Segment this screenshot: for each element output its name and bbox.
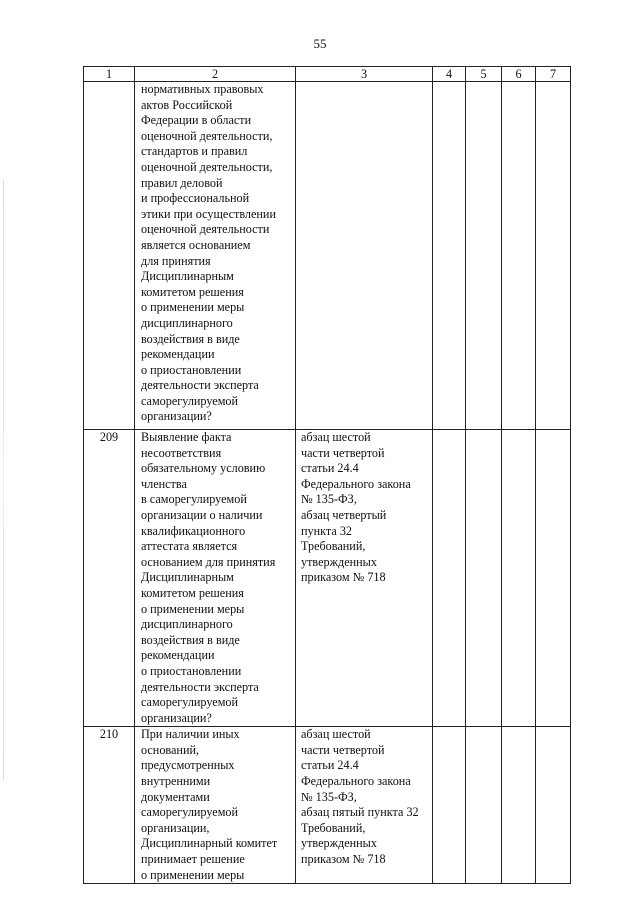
cell-text-line: деятельности эксперта — [141, 679, 259, 694]
header-col-2: 2 — [135, 67, 296, 82]
answer-cell-4 — [433, 727, 466, 884]
legal-reference-cell — [296, 430, 433, 727]
answer-cell-7 — [536, 82, 571, 430]
answer-cell-6 — [502, 430, 536, 727]
question-cell — [135, 727, 296, 884]
header-col-6: 6 — [502, 67, 536, 82]
row-number — [84, 82, 135, 430]
cell-text-line: внутренними — [141, 774, 211, 789]
header-col-5: 5 — [466, 67, 502, 82]
cell-text-line: этики при осуществлении — [141, 206, 276, 221]
answer-cell-7 — [536, 727, 571, 884]
answer-cell-4 — [433, 82, 466, 430]
row-number: 209 — [84, 430, 135, 727]
cell-text-line: № 135-ФЗ, — [301, 492, 357, 507]
cell-text-line: Дисциплинарным — [141, 269, 234, 284]
cell-text-line: о применении меры — [141, 601, 245, 616]
cell-text-line: основанием для принятия — [141, 554, 276, 569]
answer-cell-5 — [466, 82, 502, 430]
page-number: 55 — [313, 36, 327, 51]
table-row-210 — [84, 727, 571, 884]
cell-text-line: воздействия в виде — [141, 331, 240, 346]
cell-text-line: абзац четвертый — [301, 507, 387, 522]
cell-text-line: комитетом решения — [141, 585, 244, 600]
cell-text-line: саморегулируемой — [141, 695, 239, 710]
cell-text-line: организации? — [141, 409, 212, 424]
cell-text-line: абзац пятый пункта 32 — [301, 805, 419, 820]
cell-text-line: аттестата является — [141, 539, 238, 554]
cell-text-line: несоответствия — [141, 445, 222, 460]
cell-text-line: Федерального закона — [301, 774, 411, 789]
cell-text-line: абзац шестой — [301, 727, 371, 742]
cell-text-line: нормативных правовых — [141, 82, 264, 96]
question-cell — [135, 430, 296, 727]
answer-cell-6 — [502, 727, 536, 884]
cell-text-line: № 135-ФЗ, — [301, 789, 357, 804]
header-col-7: 7 — [536, 67, 571, 82]
cell-text-line: правил деловой — [141, 175, 223, 190]
answer-cell-5 — [466, 727, 502, 884]
cell-text-line: обязательному условию — [141, 461, 266, 476]
cell-text-line: Требований, — [301, 539, 366, 554]
cell-text-line: документами — [141, 789, 210, 804]
cell-text-line: для принятия — [141, 253, 211, 268]
cell-text-line: статьи 24.4 — [301, 758, 359, 773]
cell-text-line: о применении меры — [141, 867, 245, 882]
cell-text-line: оценочной деятельности — [141, 222, 270, 237]
cell-text-line: дисциплинарного — [141, 315, 233, 330]
cell-text-line: рекомендации — [141, 648, 215, 663]
cell-text-line: предусмотренных — [141, 758, 235, 773]
cell-text-line: саморегулируемой — [141, 393, 239, 408]
cell-text-line: приказом № 718 — [301, 570, 386, 585]
cell-text-line: деятельности эксперта — [141, 378, 259, 393]
requirements-table — [83, 66, 571, 884]
cell-text-line: квалификационного — [141, 523, 246, 538]
cell-text-line: актов Российской — [141, 97, 233, 112]
answer-cell-4 — [433, 430, 466, 727]
cell-text-line: Федерации в области — [141, 113, 252, 128]
cell-text-line: воздействия в виде — [141, 632, 240, 647]
cell-text-line: в саморегулируемой — [141, 492, 247, 507]
cell-text-line: организации о наличии — [141, 507, 263, 522]
cell-text-line: о приостановлении — [141, 663, 242, 678]
cell-text-line: членства — [141, 476, 187, 491]
cell-text-line: является основанием — [141, 237, 251, 252]
table-row-209 — [84, 430, 571, 727]
cell-text-line: о приостановлении — [141, 362, 242, 377]
cell-text-line: комитетом решения — [141, 284, 244, 299]
header-col-1: 1 — [84, 67, 135, 82]
row-number: 210 — [84, 727, 135, 884]
header-col-4: 4 — [433, 67, 466, 82]
cell-text-line: утвержденных — [301, 836, 377, 851]
cell-text-line: организации, — [141, 820, 210, 835]
scan-edge-mark — [3, 180, 4, 780]
header-col-3: 3 — [296, 67, 433, 82]
cell-text-line: пункта 32 — [301, 523, 353, 538]
answer-cell-6 — [502, 82, 536, 430]
cell-text-line: саморегулируемой — [141, 805, 239, 820]
table-row-continued — [84, 82, 571, 430]
question-cell — [135, 82, 296, 430]
cell-text-line: о применении меры — [141, 300, 245, 315]
cell-text-line: приказом № 718 — [301, 852, 386, 867]
cell-text-line: утвержденных — [301, 554, 377, 569]
cell-text-line: принимает решение — [141, 852, 245, 867]
cell-text-line: оценочной деятельности, — [141, 128, 273, 143]
header-row — [84, 67, 571, 82]
cell-text-line: оснований, — [141, 742, 200, 757]
cell-text-line: организации? — [141, 710, 212, 725]
answer-cell-5 — [466, 430, 502, 727]
cell-text-line: и профессиональной — [141, 191, 250, 206]
cell-text-line: стандартов и правил — [141, 144, 248, 159]
cell-text-line: дисциплинарного — [141, 617, 233, 632]
cell-text-line: рекомендации — [141, 347, 215, 362]
cell-text-line: Дисциплинарный комитет — [141, 836, 278, 851]
legal-reference-cell — [296, 82, 433, 430]
cell-text-line: При наличии иных — [141, 727, 240, 742]
cell-text-line: Выявление факта — [141, 430, 232, 444]
cell-text-line: части четвертой — [301, 445, 385, 460]
cell-text-line: Требований, — [301, 820, 366, 835]
cell-text-line: Дисциплинарным — [141, 570, 234, 585]
cell-text-line: абзац шестой — [301, 430, 371, 444]
answer-cell-7 — [536, 430, 571, 727]
cell-text-line: оценочной деятельности, — [141, 159, 273, 174]
cell-text-line: части четвертой — [301, 742, 385, 757]
cell-text-line: Федерального закона — [301, 476, 411, 491]
cell-text-line: статьи 24.4 — [301, 461, 359, 476]
legal-reference-cell — [296, 727, 433, 884]
